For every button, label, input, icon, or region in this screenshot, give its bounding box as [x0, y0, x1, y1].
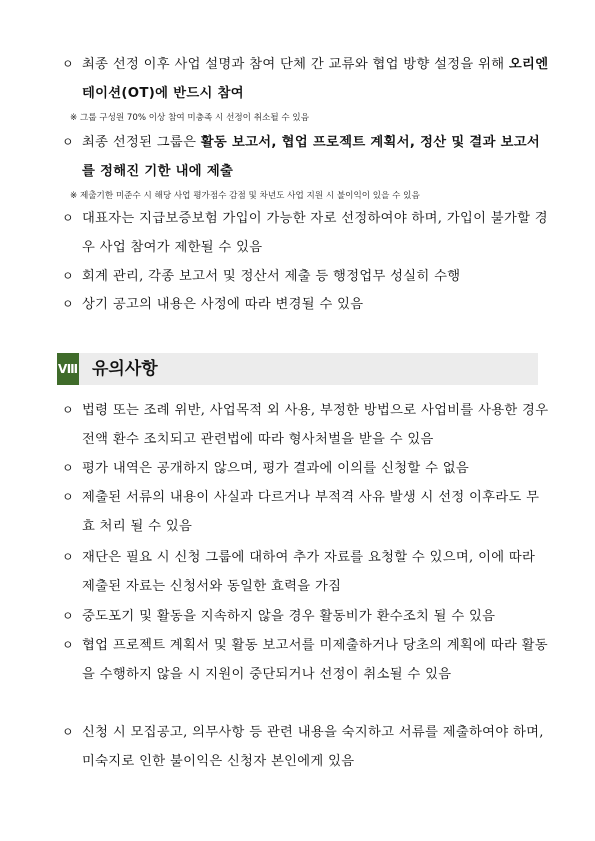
- bullet-icon: ㅇ: [62, 297, 74, 311]
- bullet-icon: ㅇ: [62, 135, 74, 149]
- list-item-reports: [62, 128, 552, 186]
- item-text: 제출된 서류의 내용이 사실과 다르거나 부적격 사유 발생 시 선정 이후라도 무효 처리 될 수 있음: [82, 490, 540, 534]
- item-text: 대표자는 지급보증보험 가입이 가능한 자로 선정하여야 하며, 가입이 불가할 경우 사업 참여가 제한될 수 있음: [82, 211, 548, 255]
- item-text: 평가 내역은 공개하지 않으며, 평가 결과에 이의를 신청할 수 없음: [82, 461, 470, 476]
- item-text: 협업 프로젝트 계획서 및 활동 보고서를 미제출하거나 당초의 계획에 따라 활동을 수행하지 않을 시 지원이 중단되거나 선정이 취소될 수 있음: [82, 638, 548, 682]
- note-text: 그룹 구성원 70% 이상 참여 미충족 시 선정이 취소될 수 있음: [79, 113, 309, 123]
- list-item-admin: [62, 262, 552, 291]
- item-emphasis: 오리엔테이션(OT)에 반드시 참여: [82, 57, 549, 101]
- bullet-icon: ㅇ: [62, 461, 74, 475]
- item-text: 재단은 필요 시 신청 그룹에 대하여 추가 자료를 요청할 수 있으며, 이에 따라 제출된 자료는 신청서와 동일한 효력을 가짐: [82, 550, 536, 594]
- section-header: [57, 353, 538, 385]
- bullet-icon: ㅇ: [62, 550, 74, 564]
- list-item-violation: [62, 396, 552, 454]
- item-text: 상기 공고의 내용은 사정에 따라 변경될 수 있음: [82, 297, 364, 312]
- bullet-icon: ㅇ: [62, 269, 74, 283]
- bullet-icon: ㅇ: [62, 57, 74, 71]
- item-text: 최종 선정된 그룹은: [82, 135, 201, 150]
- list-item-responsibility: [62, 718, 552, 776]
- item-emphasis: 활동 보고서, 협업 프로젝트 계획서, 정산 및 결과 보고서를 정해진 기한 내에 제출: [82, 135, 541, 179]
- list-item-ot: [62, 50, 552, 108]
- list-item-non-submission: [62, 631, 552, 689]
- note-text: 제출기한 미준수 시 해당 사업 평가점수 감점 및 차년도 사업 지원 시 불이익이 있을 수 있음: [79, 191, 420, 201]
- note-deadline: [70, 189, 550, 203]
- bullet-icon: ㅇ: [62, 609, 74, 623]
- item-text: 최종 선정 이후 사업 설명과 참여 단체 간 교류와 협업 방향 설정을 위해: [82, 57, 509, 72]
- note-icon: ※: [70, 113, 78, 123]
- list-item-additional-docs: [62, 543, 552, 601]
- section-number-badge: Ⅷ: [57, 353, 79, 385]
- item-text: 회계 관리, 각종 보고서 및 정산서 제출 등 행정업무 성실히 수행: [82, 269, 461, 284]
- list-item-invalidation: [62, 483, 552, 541]
- item-text: 법령 또는 조례 위반, 사업목적 외 사용, 부정한 방법으로 사업비를 사용한 경우 전액 환수 조치되고 관련법에 따라 형사처벌을 받을 수 있음: [82, 403, 549, 447]
- bullet-icon: ㅇ: [62, 725, 74, 739]
- list-item-change: [62, 290, 552, 319]
- note-icon: ※: [70, 191, 78, 201]
- note-ot: [70, 111, 550, 125]
- bullet-icon: ㅇ: [62, 490, 74, 504]
- bullet-icon: ㅇ: [62, 211, 74, 225]
- list-item-representative: [62, 204, 552, 262]
- item-text: 중도포기 및 활동을 지속하지 않을 경우 활동비가 환수조치 될 수 있음: [82, 609, 496, 624]
- item-text: 신청 시 모집공고, 의무사항 등 관련 내용을 숙지하고 서류를 제출하여야 하며, 미숙지로 인한 불이익은 신청자 본인에게 있음: [82, 725, 544, 769]
- list-item-withdrawal: [62, 602, 552, 631]
- bullet-icon: ㅇ: [62, 403, 74, 417]
- section-title: 유의사항: [92, 359, 158, 379]
- list-item-evaluation: [62, 454, 552, 483]
- bullet-icon: ㅇ: [62, 638, 74, 652]
